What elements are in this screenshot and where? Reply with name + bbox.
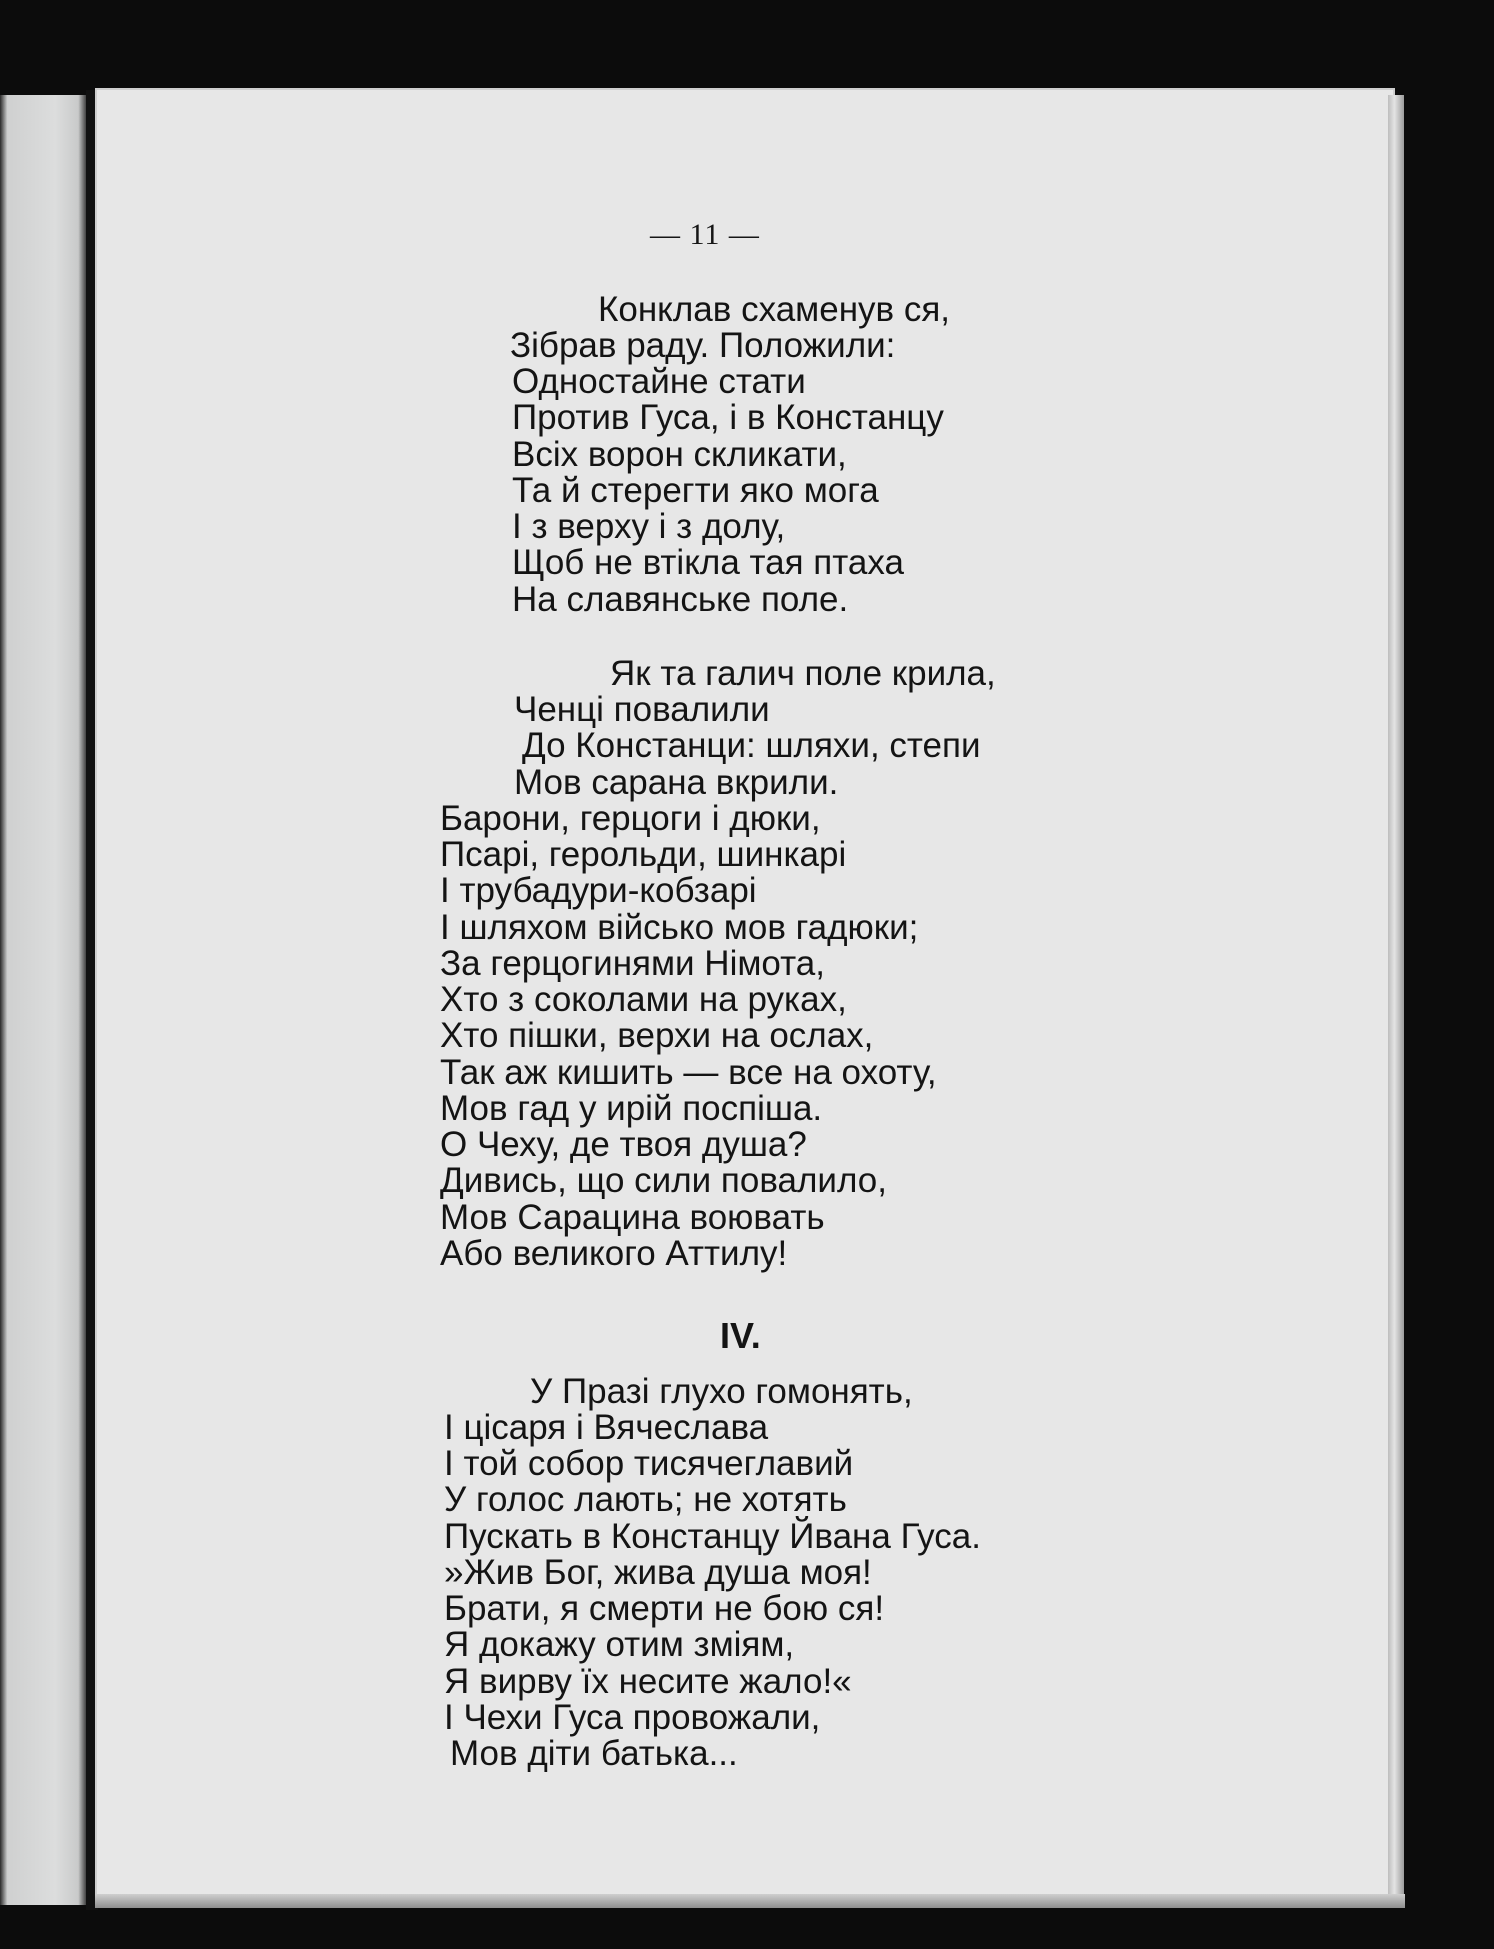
verse-line: Ченці повалили: [514, 690, 770, 729]
verse-line: Барони, герцоги і дюки,: [440, 799, 821, 838]
verse-line: Щоб не втікла тая птаха: [512, 543, 904, 582]
left-page-edge: [0, 95, 92, 1905]
verse-line: До Констанци: шляхи, степи: [522, 726, 981, 765]
verse-line: За герцогинями Німота,: [440, 944, 825, 983]
verse-line: І трубадури-кобзарі: [440, 871, 757, 910]
verse-line: І Чехи Гуса провожали,: [444, 1698, 821, 1737]
verse-line: Я вирву їх несите жало!«: [444, 1662, 852, 1701]
verse-line: »Жив Бог, жива душа моя!: [444, 1553, 872, 1592]
verse-line: Так аж кишить — все на охоту,: [440, 1053, 937, 1092]
page-bottom-edge: [95, 1894, 1405, 1908]
verse-line: Мов Сарацина воювать: [440, 1198, 825, 1237]
verse-line: Против Гуса, і в Констанцу: [512, 398, 944, 437]
page-number: — 11 —: [650, 218, 760, 251]
verse-line: Брати, я смерти не бою ся!: [444, 1589, 885, 1628]
verse-line: І цісаря і Вячеслава: [444, 1408, 769, 1447]
verse-line: Як та галич поле крила,: [610, 654, 996, 693]
verse-line: Пускать в Констанцу Йвана Гуса.: [444, 1517, 981, 1556]
verse-line: Псарі, герольди, шинкарі: [440, 835, 847, 874]
verse-line: Хто з соколами на руках,: [440, 980, 847, 1019]
verse-line: О Чеху, де твоя душа?: [440, 1125, 807, 1164]
verse-line: І шляхом військо мов гадюки;: [440, 908, 919, 947]
verse-line: Конклав схаменув ся,: [598, 290, 951, 329]
verse-line: Дивись, що сили повалило,: [440, 1161, 887, 1200]
verse-line: І з верху і з долу,: [512, 507, 786, 546]
verse-line: Мов діти батька...: [450, 1734, 738, 1773]
verse-line: На славянське поле.: [512, 580, 849, 619]
verse-line: Всіх ворон скликати,: [512, 435, 847, 474]
verse-line: Я докажу отим зміям,: [444, 1625, 795, 1664]
verse-line: Зібрав раду. Положили:: [510, 326, 896, 365]
verse-line: І той собор тисячеглавий: [444, 1444, 854, 1483]
verse-line: Та й стерегти яко мога: [512, 471, 879, 510]
verse-line: Мов гад у ирій поспіша.: [440, 1089, 823, 1128]
page-right-edge: [1388, 95, 1404, 1907]
verse-line: У Празі глухо гомонять,: [530, 1372, 913, 1411]
verse-line: Мов сарана вкрили.: [514, 763, 839, 802]
verse-line: Хто пішки, верхи на ослах,: [440, 1016, 874, 1055]
verse-line: Або великого Аттилу!: [440, 1234, 788, 1273]
verse-line: У голос лають; не хотять: [444, 1480, 847, 1519]
verse-line: Одностайне стати: [512, 362, 806, 401]
section-heading: IV.: [720, 1315, 761, 1356]
